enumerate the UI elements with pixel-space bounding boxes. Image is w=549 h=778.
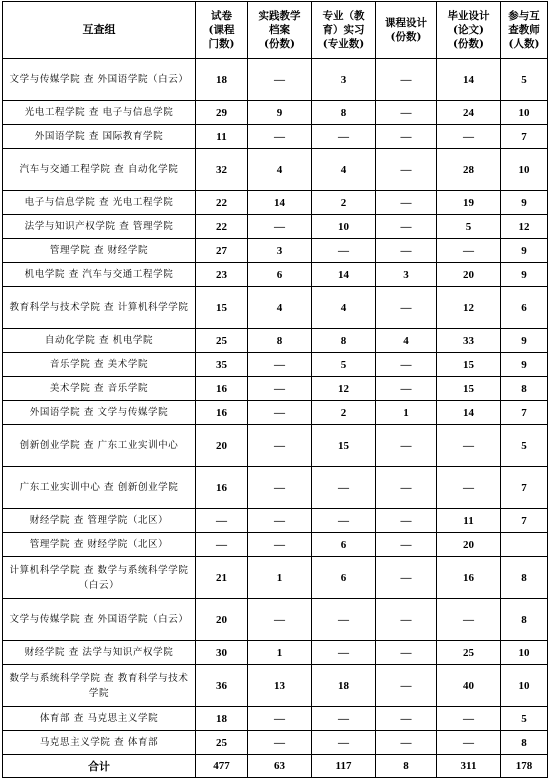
papers-cell: 25 <box>196 329 248 353</box>
thesis-cell: — <box>437 467 501 509</box>
teachers-cell: 5 <box>501 707 548 731</box>
group-cell: 电子与信息学院 查 光电工程学院 <box>3 191 196 215</box>
teachers-cell: 12 <box>501 215 548 239</box>
practice-cell: — <box>248 731 312 755</box>
practice-cell: — <box>248 377 312 401</box>
table-row <box>3 191 548 215</box>
papers-cell: 35 <box>196 353 248 377</box>
thesis-cell: 12 <box>437 287 501 329</box>
thesis-cell: — <box>437 239 501 263</box>
papers-cell: 18 <box>196 707 248 731</box>
total-row <box>3 755 548 778</box>
thesis-cell: 24 <box>437 101 501 125</box>
papers-cell: 11 <box>196 125 248 149</box>
teachers-cell: 8 <box>501 377 548 401</box>
thesis-cell: — <box>437 425 501 467</box>
header-group: 互查组 <box>3 2 196 59</box>
papers-cell: 22 <box>196 215 248 239</box>
practice-cell: 13 <box>248 665 312 707</box>
design-cell: — <box>376 599 437 641</box>
thesis-cell: 14 <box>437 59 501 101</box>
table-row <box>3 353 548 377</box>
total-design: 8 <box>376 755 437 778</box>
thesis-cell: 20 <box>437 533 501 557</box>
papers-cell: — <box>196 533 248 557</box>
thesis-cell: 15 <box>437 353 501 377</box>
design-cell: — <box>376 215 437 239</box>
teachers-cell: 10 <box>501 665 548 707</box>
teachers-cell: 6 <box>501 287 548 329</box>
teachers-cell: 9 <box>501 263 548 287</box>
design-cell: 4 <box>376 329 437 353</box>
total-intern: 117 <box>312 755 376 778</box>
practice-cell: 8 <box>248 329 312 353</box>
table-row <box>3 401 548 425</box>
table-row <box>3 287 548 329</box>
teachers-cell: 5 <box>501 59 548 101</box>
intern-cell: — <box>312 731 376 755</box>
table-row <box>3 239 548 263</box>
papers-cell: 32 <box>196 149 248 191</box>
group-cell: 外国语学院 查 国际教育学院 <box>3 125 196 149</box>
group-cell: 机电学院 查 汽车与交通工程学院 <box>3 263 196 287</box>
thesis-cell: 19 <box>437 191 501 215</box>
header-teachers: 参与互 查教师 (人数) <box>501 2 548 59</box>
practice-cell: 3 <box>248 239 312 263</box>
design-cell: — <box>376 641 437 665</box>
practice-cell: — <box>248 425 312 467</box>
peer-review-table <box>2 1 548 778</box>
header-papers: 试卷 (课程 门数) <box>196 2 248 59</box>
intern-cell: 15 <box>312 425 376 467</box>
group-cell: 管理学院 查 财经学院 <box>3 239 196 263</box>
table-row <box>3 557 548 599</box>
intern-cell: 2 <box>312 191 376 215</box>
teachers-cell: 5 <box>501 425 548 467</box>
intern-cell: 6 <box>312 533 376 557</box>
total-practice: 63 <box>248 755 312 778</box>
papers-cell: 27 <box>196 239 248 263</box>
practice-cell: — <box>248 59 312 101</box>
thesis-cell: — <box>437 707 501 731</box>
table-row <box>3 125 548 149</box>
group-cell: 创新创业学院 查 广东工业实训中心 <box>3 425 196 467</box>
group-cell: 音乐学院 查 美术学院 <box>3 353 196 377</box>
practice-cell: — <box>248 467 312 509</box>
total-papers: 477 <box>196 755 248 778</box>
practice-cell: — <box>248 215 312 239</box>
teachers-cell: 7 <box>501 467 548 509</box>
table-row <box>3 215 548 239</box>
thesis-cell: — <box>437 599 501 641</box>
table-row <box>3 101 548 125</box>
practice-cell: 4 <box>248 149 312 191</box>
intern-cell: 12 <box>312 377 376 401</box>
thesis-cell: 14 <box>437 401 501 425</box>
design-cell: — <box>376 125 437 149</box>
teachers-cell: 10 <box>501 641 548 665</box>
design-cell: — <box>376 425 437 467</box>
group-cell: 文学与传媒学院 查 外国语学院（白云） <box>3 59 196 101</box>
intern-cell: 10 <box>312 215 376 239</box>
thesis-cell: 25 <box>437 641 501 665</box>
design-cell: 1 <box>376 401 437 425</box>
design-cell: — <box>376 557 437 599</box>
group-cell: 财经学院 查 管理学院（北区） <box>3 509 196 533</box>
teachers-cell: 8 <box>501 557 548 599</box>
thesis-cell: 16 <box>437 557 501 599</box>
table-row <box>3 377 548 401</box>
table-row <box>3 731 548 755</box>
papers-cell: 20 <box>196 425 248 467</box>
practice-cell: — <box>248 353 312 377</box>
teachers-cell: 10 <box>501 149 548 191</box>
thesis-cell: — <box>437 125 501 149</box>
design-cell: — <box>376 707 437 731</box>
intern-cell: — <box>312 599 376 641</box>
papers-cell: 30 <box>196 641 248 665</box>
practice-cell: 1 <box>248 557 312 599</box>
papers-cell: 20 <box>196 599 248 641</box>
practice-cell: 1 <box>248 641 312 665</box>
total-thesis: 311 <box>437 755 501 778</box>
design-cell: — <box>376 239 437 263</box>
intern-cell: 5 <box>312 353 376 377</box>
practice-cell: — <box>248 707 312 731</box>
practice-cell: — <box>248 599 312 641</box>
intern-cell: — <box>312 707 376 731</box>
table-row <box>3 149 548 191</box>
group-cell: 管理学院 查 财经学院（北区） <box>3 533 196 557</box>
intern-cell: — <box>312 509 376 533</box>
thesis-cell: 11 <box>437 509 501 533</box>
teachers-cell: 9 <box>501 329 548 353</box>
design-cell: — <box>376 509 437 533</box>
design-cell: 3 <box>376 263 437 287</box>
papers-cell: 16 <box>196 377 248 401</box>
thesis-cell: 40 <box>437 665 501 707</box>
table-row <box>3 707 548 731</box>
group-cell: 计算机科学学院 查 数学与系统科学学院（白云） <box>3 557 196 599</box>
header-thesis: 毕业设计 (论文) (份数) <box>437 2 501 59</box>
table-row <box>3 425 548 467</box>
practice-cell: 9 <box>248 101 312 125</box>
teachers-cell: 10 <box>501 101 548 125</box>
design-cell: — <box>376 149 437 191</box>
table-row <box>3 533 548 557</box>
practice-cell: — <box>248 509 312 533</box>
total-teachers: 178 <box>501 755 548 778</box>
table-row <box>3 263 548 287</box>
papers-cell: 21 <box>196 557 248 599</box>
practice-cell: 14 <box>248 191 312 215</box>
intern-cell: — <box>312 239 376 263</box>
group-cell: 美术学院 查 音乐学院 <box>3 377 196 401</box>
header-internship: 专业（教 育）实习 (专业数) <box>312 2 376 59</box>
teachers-cell: 9 <box>501 239 548 263</box>
group-cell: 外国语学院 查 文学与传媒学院 <box>3 401 196 425</box>
papers-cell: 15 <box>196 287 248 329</box>
table-row <box>3 509 548 533</box>
intern-cell: 2 <box>312 401 376 425</box>
group-cell: 光电工程学院 查 电子与信息学院 <box>3 101 196 125</box>
group-cell: 法学与知识产权学院 查 管理学院 <box>3 215 196 239</box>
header-course-design: 课程设计 (份数) <box>376 2 437 59</box>
practice-cell: — <box>248 401 312 425</box>
total-label: 合计 <box>3 755 196 778</box>
intern-cell: 8 <box>312 329 376 353</box>
papers-cell: 16 <box>196 401 248 425</box>
header-practice: 实践教学 档案 (份数) <box>248 2 312 59</box>
group-cell: 教育科学与技术学院 查 计算机科学学院 <box>3 287 196 329</box>
design-cell: — <box>376 287 437 329</box>
thesis-cell: 5 <box>437 215 501 239</box>
teachers-cell: 7 <box>501 125 548 149</box>
group-cell: 自动化学院 查 机电学院 <box>3 329 196 353</box>
intern-cell: 3 <box>312 59 376 101</box>
practice-cell: — <box>248 533 312 557</box>
group-cell: 汽车与交通工程学院 查 自动化学院 <box>3 149 196 191</box>
table-body <box>3 59 548 778</box>
design-cell: — <box>376 377 437 401</box>
teachers-cell <box>501 533 548 557</box>
teachers-cell: 8 <box>501 599 548 641</box>
group-cell: 财经学院 查 法学与知识产权学院 <box>3 641 196 665</box>
practice-cell: — <box>248 125 312 149</box>
group-cell: 体育部 查 马克思主义学院 <box>3 707 196 731</box>
teachers-cell: 8 <box>501 731 548 755</box>
intern-cell: — <box>312 641 376 665</box>
teachers-cell: 7 <box>501 509 548 533</box>
group-cell: 数学与系统科学学院 查 教育科学与技术学院 <box>3 665 196 707</box>
papers-cell: 18 <box>196 59 248 101</box>
group-cell: 文学与传媒学院 查 外国语学院（白云） <box>3 599 196 641</box>
papers-cell: 36 <box>196 665 248 707</box>
teachers-cell: 9 <box>501 191 548 215</box>
table-header <box>3 2 548 59</box>
thesis-cell: — <box>437 731 501 755</box>
design-cell: — <box>376 101 437 125</box>
table-row <box>3 59 548 101</box>
intern-cell: 18 <box>312 665 376 707</box>
papers-cell: — <box>196 509 248 533</box>
design-cell: — <box>376 353 437 377</box>
table-row <box>3 641 548 665</box>
table-row <box>3 599 548 641</box>
table-row <box>3 329 548 353</box>
intern-cell: 4 <box>312 287 376 329</box>
design-cell: — <box>376 731 437 755</box>
table-row <box>3 665 548 707</box>
group-cell: 广东工业实训中心 查 创新创业学院 <box>3 467 196 509</box>
design-cell: — <box>376 467 437 509</box>
teachers-cell: 7 <box>501 401 548 425</box>
thesis-cell: 15 <box>437 377 501 401</box>
papers-cell: 22 <box>196 191 248 215</box>
papers-cell: 29 <box>196 101 248 125</box>
design-cell: — <box>376 59 437 101</box>
intern-cell: 14 <box>312 263 376 287</box>
thesis-cell: 20 <box>437 263 501 287</box>
design-cell: — <box>376 533 437 557</box>
design-cell: — <box>376 191 437 215</box>
intern-cell: 4 <box>312 149 376 191</box>
papers-cell: 16 <box>196 467 248 509</box>
table-row <box>3 467 548 509</box>
group-cell: 马克思主义学院 查 体育部 <box>3 731 196 755</box>
papers-cell: 25 <box>196 731 248 755</box>
intern-cell: — <box>312 125 376 149</box>
thesis-cell: 33 <box>437 329 501 353</box>
teachers-cell: 9 <box>501 353 548 377</box>
design-cell: — <box>376 665 437 707</box>
papers-cell: 23 <box>196 263 248 287</box>
practice-cell: 6 <box>248 263 312 287</box>
header-row <box>3 2 548 59</box>
intern-cell: — <box>312 467 376 509</box>
intern-cell: 6 <box>312 557 376 599</box>
intern-cell: 8 <box>312 101 376 125</box>
practice-cell: 4 <box>248 287 312 329</box>
thesis-cell: 28 <box>437 149 501 191</box>
